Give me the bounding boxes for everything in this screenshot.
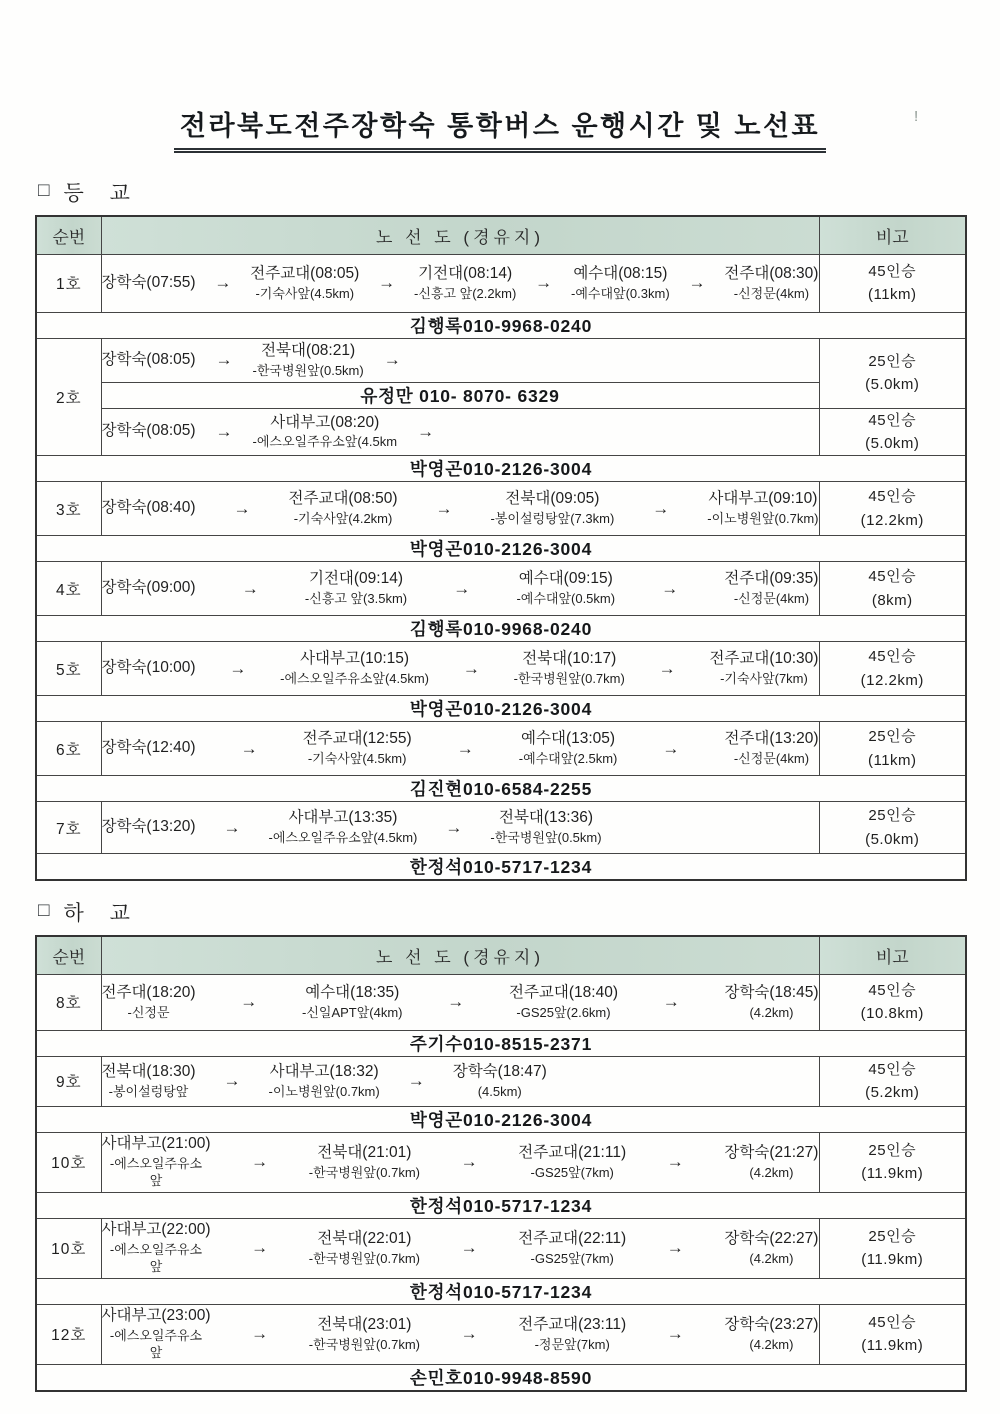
- arrow-icon: →: [251, 1151, 269, 1171]
- row-seq: 7호: [36, 802, 101, 854]
- note-distance: (8km): [871, 591, 913, 609]
- driver-phone: 김진현010-6584-2255: [36, 776, 966, 802]
- scan-artifact: !: [914, 108, 919, 125]
- row-route: [101, 482, 819, 536]
- driver-phone: 김행록010-9968-0240: [36, 312, 966, 338]
- row-note: [819, 254, 966, 312]
- row-route: [101, 1304, 819, 1364]
- note-distance: (5.0km): [865, 376, 920, 393]
- arrow-icon: →: [666, 1151, 684, 1171]
- route-stop: 전북대(09:05) -봉이설렁탕앞(7.3km): [490, 490, 615, 527]
- route-stop: 사대부고(21:00) -에스오일주유소 앞: [101, 1134, 211, 1189]
- row-seq: 4호: [36, 562, 101, 616]
- route-stop: 전북대(10:17) -한국병원앞(0.7km): [513, 650, 625, 687]
- row-seq: 6호: [36, 722, 101, 776]
- arrow-icon: →: [658, 658, 676, 678]
- note-distance: (12.2km): [860, 671, 924, 689]
- note-capacity: 25인승: [868, 728, 917, 746]
- title-area: [0, 0, 1000, 153]
- route-stop: 전북대(23:01) -한국병원앞(0.7km): [308, 1315, 420, 1352]
- row-route: [101, 1056, 819, 1106]
- row-route: [101, 642, 819, 696]
- arrow-icon: →: [666, 1323, 684, 1343]
- row-route: [101, 722, 819, 776]
- arrow-icon: →: [407, 1071, 425, 1090]
- route-stop: 장학숙(08:05): [101, 350, 196, 368]
- row-note: [819, 802, 966, 854]
- driver-phone: 한정석010-5717-1234: [36, 1192, 966, 1218]
- note-distance: (12.2km): [860, 511, 924, 529]
- row-route: [101, 254, 819, 312]
- driver-phone: 손민호010-9948-8590: [36, 1364, 966, 1391]
- route-stop: 사대부고(09:10) -이노병원앞(0.7km): [707, 490, 819, 527]
- arrow-icon: →: [383, 350, 401, 369]
- arrow-icon: →: [214, 273, 232, 292]
- arrow-icon: →: [535, 273, 553, 292]
- driver-phone: 한정석010-5717-1234: [36, 1278, 966, 1304]
- note-distance: (5.0km): [865, 434, 920, 452]
- route-stop: 전주대(08:30) -신정문(4km): [724, 264, 819, 301]
- driver-phone-row: [36, 1192, 966, 1218]
- arrow-icon: →: [240, 992, 258, 1011]
- col-header-route: 노 선 도 (경유지): [101, 936, 819, 974]
- note-capacity: 45인승: [868, 568, 917, 586]
- note-distance: (11.9km): [861, 1337, 924, 1354]
- note-capacity: 45인승: [868, 1313, 917, 1331]
- route-stop: 장학숙(08:05): [101, 422, 196, 440]
- arrow-icon: →: [662, 738, 680, 758]
- section-label-dunggyo: [38, 177, 1000, 207]
- route-row-11: [36, 1218, 966, 1278]
- row-seq: 10호: [36, 1218, 101, 1278]
- driver-phone-row: [36, 1364, 966, 1391]
- route-stop: 장학숙(18:47) (4.5km): [452, 1062, 547, 1099]
- arrow-icon: →: [460, 1323, 478, 1343]
- route-stop: 전북대(22:01) -한국병원앞(0.7km): [308, 1229, 420, 1266]
- driver-phone-row: [36, 696, 966, 722]
- note-distance: (11.9km): [861, 1165, 924, 1182]
- note-capacity: 25인승: [868, 352, 917, 370]
- route-stop: 전북대(13:36) -한국병원앞(0.5km): [490, 809, 602, 846]
- route-stop: 예수대(13:05) -예수대앞(2.5km): [518, 730, 618, 767]
- arrow-icon: →: [456, 738, 474, 758]
- note-distance: (5.2km): [865, 1084, 920, 1101]
- route-stop: 장학숙(08:40): [101, 499, 196, 517]
- row-note: [819, 722, 966, 776]
- route-row-6: [36, 722, 966, 776]
- route-row-9: [36, 1056, 966, 1106]
- route-row-4: [36, 562, 966, 616]
- row-seq: 3호: [36, 482, 101, 536]
- route-stop: 전북대(21:01) -한국병원앞(0.7km): [308, 1143, 420, 1180]
- route-stop: 전북대(08:21) -한국병원앞(0.5km): [252, 341, 364, 378]
- route-stop: 전주교대(12:55) -기숙사앞(4.5km): [302, 730, 412, 767]
- driver-phone-row: [36, 1030, 966, 1056]
- arrow-icon: →: [661, 578, 679, 598]
- section-label-text: 등 교: [63, 182, 140, 205]
- note-capacity: 25인승: [868, 1227, 917, 1245]
- driver-phone: 박영곤010-2126-3004: [36, 1106, 966, 1132]
- driver-phone-row: [36, 854, 966, 881]
- note-capacity: 45인승: [868, 648, 917, 666]
- route-stop: 장학숙(23:27) (4.2km): [724, 1315, 819, 1352]
- driver-phone: 유정만 010- 8070- 6329: [101, 382, 819, 408]
- arrow-icon: →: [378, 273, 396, 292]
- arrow-icon: →: [417, 421, 435, 441]
- route-stop: 전북대(18:30) -봉이설렁탕앞: [101, 1062, 196, 1099]
- note-capacity: 45인승: [868, 1060, 917, 1078]
- row-route: [101, 338, 819, 382]
- note-distance: (5.0km): [865, 830, 920, 848]
- route-stop: 사대부고(23:00) -에스오일주유소 앞: [101, 1306, 211, 1361]
- route-stop: 전주교대(23:11) -정문앞(7km): [518, 1315, 627, 1352]
- arrow-icon: →: [215, 350, 233, 369]
- route-stop: 사대부고(08:20) -에스오일주유소앞(4.5km: [252, 413, 398, 450]
- route-stop: 전주교대(21:11) -GS25앞(7km): [518, 1143, 627, 1180]
- driver-phone: 박영곤010-2126-3004: [36, 536, 966, 562]
- arrow-icon: →: [460, 1151, 478, 1171]
- driver-phone: 박영곤010-2126-3004: [36, 696, 966, 722]
- arrow-icon: →: [666, 1237, 684, 1257]
- row-seq: 12호: [36, 1304, 101, 1364]
- row-route: [101, 408, 819, 456]
- route-stop: 전주교대(22:11) -GS25앞(7km): [518, 1229, 627, 1266]
- arrow-icon: →: [251, 1237, 269, 1257]
- route-stop: 예수대(09:15) -예수대앞(0.5km): [516, 570, 616, 607]
- route-stop: 사대부고(22:00) -에스오일주유소 앞: [101, 1220, 211, 1275]
- row-seq: 10호: [36, 1132, 101, 1192]
- arrow-icon: →: [233, 498, 251, 518]
- arrow-icon: →: [435, 498, 453, 518]
- row-note: [819, 1056, 966, 1106]
- note-capacity: 45인승: [868, 262, 917, 280]
- note-capacity: 25인승: [868, 807, 917, 825]
- route-stop: 전주교대(08:05) -기숙사앞(4.5km): [250, 264, 360, 301]
- arrow-icon: →: [447, 992, 465, 1011]
- driver-phone-row: [36, 776, 966, 802]
- route-row-10: [36, 1132, 966, 1192]
- driver-phone: 김행록010-9968-0240: [36, 616, 966, 642]
- section-label-text: 하 교: [63, 902, 140, 925]
- page-title: 전라북도전주장학숙 통학버스 운행시간 및 노선표: [174, 104, 826, 153]
- arrow-icon: →: [241, 578, 259, 598]
- note-capacity: 25인승: [868, 1141, 917, 1159]
- row-note: [819, 642, 966, 696]
- driver-phone-row: [36, 456, 966, 482]
- arrow-icon: →: [652, 498, 670, 518]
- route-row-2b: [36, 408, 966, 456]
- row-note: [819, 338, 966, 408]
- row-note: [819, 482, 966, 536]
- route-row-5: [36, 642, 966, 696]
- hagyo-table: [35, 935, 967, 1392]
- route-stop: 사대부고(13:35) -에스오일주유소앞(4.5km): [268, 809, 418, 846]
- route-stop: 장학숙(22:27) (4.2km): [724, 1229, 819, 1266]
- arrow-icon: →: [688, 273, 706, 292]
- row-note: [819, 562, 966, 616]
- arrow-icon: →: [251, 1323, 269, 1343]
- arrow-icon: →: [229, 658, 247, 678]
- arrow-icon: →: [240, 738, 258, 758]
- route-stop: 사대부고(18:32) -이노병원앞(0.7km): [268, 1062, 380, 1099]
- arrow-icon: →: [462, 658, 480, 678]
- row-route: [101, 802, 819, 854]
- route-row-8: [36, 974, 966, 1030]
- row-route: [101, 1218, 819, 1278]
- arrow-icon: →: [662, 992, 680, 1011]
- arrow-icon: →: [223, 817, 241, 837]
- route-row-7: [36, 802, 966, 854]
- table-header-row: [36, 936, 966, 974]
- col-header-route: 노 선 도 (경유지): [101, 216, 819, 254]
- row-seq: 8호: [36, 974, 101, 1030]
- route-stop: 기전대(08:14) -신흥고 앞(2.2km): [414, 264, 517, 301]
- col-header-seq: 순번: [36, 936, 101, 974]
- row-note: [819, 1218, 966, 1278]
- row-seq: 2호: [36, 338, 101, 456]
- route-stop: 장학숙(18:45) (4.2km): [724, 983, 819, 1020]
- section-label-hagyo: [38, 897, 1000, 927]
- route-stop: 장학숙(07:55): [101, 273, 196, 291]
- route-stop: 전주대(18:20) -신정문: [101, 983, 196, 1020]
- row-seq: 5호: [36, 642, 101, 696]
- route-stop: 예수대(18:35) -신일APT앞(4km): [302, 983, 403, 1020]
- row-route: [101, 974, 819, 1030]
- row-note: [819, 974, 966, 1030]
- driver-phone-row: [36, 1106, 966, 1132]
- arrow-icon: →: [215, 421, 233, 441]
- route-row-3: [36, 482, 966, 536]
- route-stop: 장학숙(10:00): [101, 659, 196, 677]
- driver-phone: 한정석010-5717-1234: [36, 854, 966, 881]
- driver-phone-row: [36, 536, 966, 562]
- note-capacity: 45인승: [868, 981, 917, 999]
- note-distance: (11.9km): [861, 1251, 924, 1268]
- checkbox-icon: □: [38, 900, 50, 921]
- route-stop: 장학숙(13:20): [101, 818, 196, 836]
- arrow-icon: →: [223, 1071, 241, 1090]
- route-stop: 장학숙(21:27) (4.2km): [724, 1143, 819, 1180]
- arrow-icon: →: [460, 1237, 478, 1257]
- note-distance: (11km): [867, 286, 917, 303]
- route-row-1: [36, 254, 966, 312]
- note-capacity: 45인승: [868, 411, 917, 429]
- row-route: [101, 1132, 819, 1192]
- route-stop: 전주교대(10:30) -기숙사앞(7km): [709, 650, 819, 687]
- col-header-seq: 순번: [36, 216, 101, 254]
- checkbox-icon: □: [38, 180, 50, 201]
- note-capacity: 45인승: [868, 488, 917, 506]
- row-note: [819, 1132, 966, 1192]
- driver-phone-row: [36, 312, 966, 338]
- table-header-row: [36, 216, 966, 254]
- row-note: [819, 408, 966, 456]
- route-stop: 장학숙(09:00): [101, 579, 196, 597]
- row-note: [819, 1304, 966, 1364]
- driver-phone: 주기수010-8515-2371: [36, 1030, 966, 1056]
- arrow-icon: →: [453, 578, 471, 598]
- route-stop: 전주교대(08:50) -기숙사앞(4.2km): [288, 490, 398, 527]
- route-stop: 전주대(09:35) -신정문(4km): [724, 570, 819, 607]
- route-stop: 기전대(09:14) -신흥고 앞(3.5km): [304, 570, 408, 607]
- col-header-note: 비고: [819, 216, 966, 254]
- arrow-icon: →: [445, 817, 463, 837]
- driver-phone: 박영곤010-2126-3004: [36, 456, 966, 482]
- driver-phone-row: [36, 1278, 966, 1304]
- driver-phone-row: [36, 616, 966, 642]
- row-seq: 9호: [36, 1056, 101, 1106]
- route-stop: 예수대(08:15) -예수대앞(0.3km): [571, 264, 670, 301]
- route-stop: 장학숙(12:40): [101, 739, 196, 757]
- row-route: [101, 562, 819, 616]
- route-stop: 사대부고(10:15) -에스오일주유소앞(4.5km): [280, 650, 430, 687]
- col-header-note: 비고: [819, 936, 966, 974]
- route-stop: 전주대(13:20) -신정문(4km): [724, 730, 819, 767]
- row-seq: 1호: [36, 254, 101, 312]
- note-distance: (10.8km): [860, 1005, 924, 1022]
- route-stop: 전주교대(18:40) -GS25앞(2.6km): [508, 983, 618, 1020]
- dunggyo-table: [35, 215, 967, 881]
- route-row-2a: [36, 338, 966, 382]
- note-distance: (11km): [867, 751, 917, 769]
- route-row-12: [36, 1304, 966, 1364]
